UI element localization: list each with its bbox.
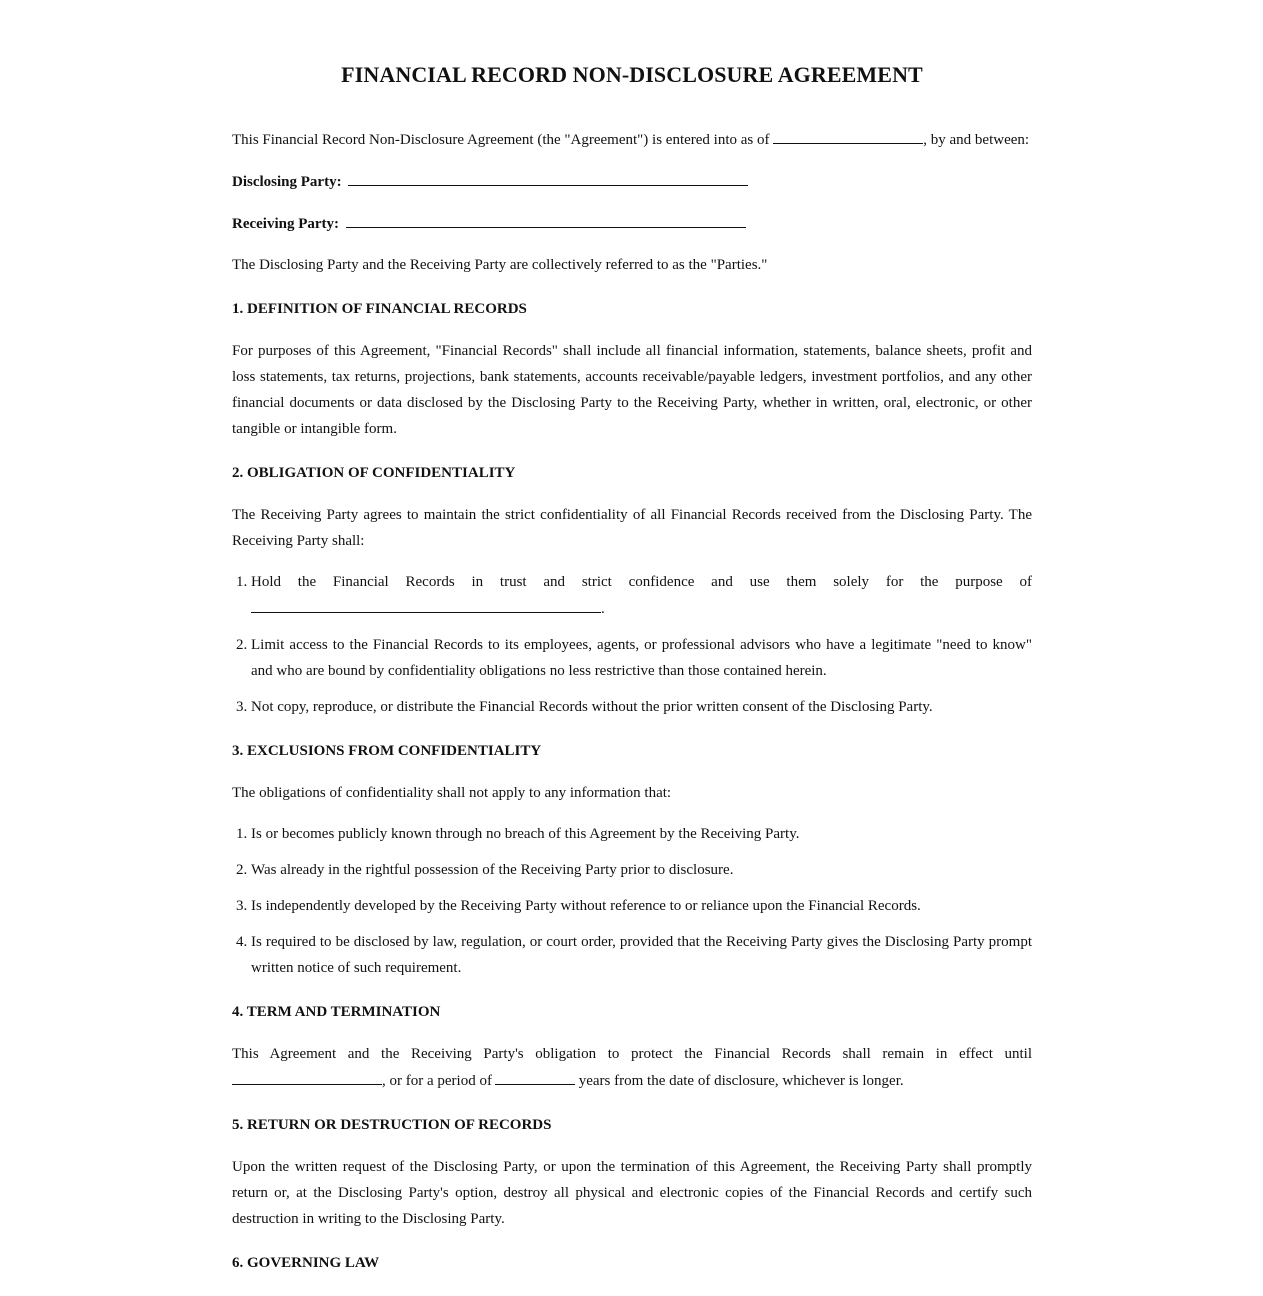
intro-text: This Financial Record Non-Disclosure Agreement (the "Agreement") is entered into as of bbox=[232, 132, 770, 148]
parties-collective-text: The Disclosing Party and the Receiving Party are collectively referred to as the "Parties." bbox=[232, 257, 768, 273]
intro-text-end: , by and between: bbox=[923, 132, 1030, 148]
list-item: 2. Was already in the rightful possession of the Receiving Party prior to disclosure. bbox=[251, 857, 1032, 883]
intro-paragraph bbox=[232, 126, 1032, 153]
effective-date-blank bbox=[773, 126, 923, 144]
term-text: This Agreement and the Receiving Party's obligation to protect the Financial Records shall remain in effect until bbox=[232, 1046, 1032, 1062]
document-page bbox=[232, 0, 1032, 1276]
section-body-return: Upon the written request of the Disclosing Party, or upon the termination of this Agreement, the Receiving Party shall promptly return or, at the Disclosing Party's option, destroy all physical and electronic copies of the Financial Records and certify such destruction in writing to the Disclosing Party. bbox=[232, 1159, 1032, 1227]
disclosing-party-line bbox=[232, 168, 1032, 195]
term-text-end: years from the date of disclosure, whichever is longer. bbox=[578, 1073, 904, 1089]
list-item: 1. Is or becomes publicly known through no breach of this Agreement by the Receiving Party. bbox=[251, 821, 1032, 847]
section-heading-confidentiality: 2. OBLIGATION OF CONFIDENTIALITY bbox=[232, 465, 516, 481]
list-item: 2. Limit access to the Financial Records to its employees, agents, or professional advisors who have a legitimate "need to know" and who are bound by confidentiality obligations no less restrictive than those contained herein. bbox=[251, 632, 1032, 684]
obligation-purpose-text: Hold the Financial Records in trust and strict confidence and use them solely for the purpose of bbox=[251, 574, 1032, 590]
term-end-date-blank bbox=[232, 1067, 382, 1085]
section-body-confidentiality: The Receiving Party agrees to maintain the strict confidentiality of all Financial Records received from the Disclosing Party. The Receiving Party shall: bbox=[232, 507, 1032, 549]
receiving-party-line bbox=[232, 210, 1032, 237]
list-item: 3. Not copy, reproduce, or distribute the Financial Records without the prior written consent of the Disclosing Party. bbox=[251, 694, 1032, 720]
purpose-blank bbox=[251, 595, 601, 613]
section-heading-governing-law: 6. GOVERNING LAW bbox=[232, 1255, 380, 1271]
section-body-term bbox=[232, 1041, 1032, 1094]
section-body-exclusions: The obligations of confidentiality shall not apply to any information that: bbox=[232, 785, 672, 801]
receiving-party-blank bbox=[346, 210, 746, 228]
disclosing-party-blank bbox=[348, 168, 748, 186]
exclusions-list bbox=[232, 821, 1032, 981]
section-heading-term: 4. TERM AND TERMINATION bbox=[232, 1004, 441, 1020]
document-title: FINANCIAL RECORD NON-DISCLOSURE AGREEMENT bbox=[341, 62, 923, 87]
section-heading-definition: 1. DEFINITION OF FINANCIAL RECORDS bbox=[232, 301, 527, 317]
section-heading-exclusions: 3. EXCLUSIONS FROM CONFIDENTIALITY bbox=[232, 743, 542, 759]
term-years-blank bbox=[495, 1067, 575, 1085]
confidentiality-obligations-list bbox=[232, 569, 1032, 720]
section-heading-return: 5. RETURN OR DESTRUCTION OF RECORDS bbox=[232, 1117, 552, 1133]
section-body-definition: For purposes of this Agreement, "Financial Records" shall include all financial information, statements, balance sheets, profit and loss statements, tax returns, projections, bank statements, accounts receivable/payable ledgers, investment portfolios, and any other financial documents or data disclosed by the Disclosing Party to the Receiving Party, whether in written, oral, electronic, or other tangible or intangible form. bbox=[232, 343, 1032, 437]
disclosing-party-label: Disclosing Party: bbox=[232, 174, 342, 190]
obligation-purpose-end: . bbox=[601, 601, 605, 617]
list-item bbox=[251, 569, 1032, 622]
list-item: 4. Is required to be disclosed by law, regulation, or court order, provided that the Receiving Party gives the Disclosing Party prompt written notice of such requirement. bbox=[251, 929, 1032, 981]
term-text-middle: , or for a period of bbox=[382, 1073, 492, 1089]
list-item: 3. Is independently developed by the Receiving Party without reference to or reliance upon the Financial Records. bbox=[251, 893, 1032, 919]
receiving-party-label: Receiving Party: bbox=[232, 216, 340, 232]
